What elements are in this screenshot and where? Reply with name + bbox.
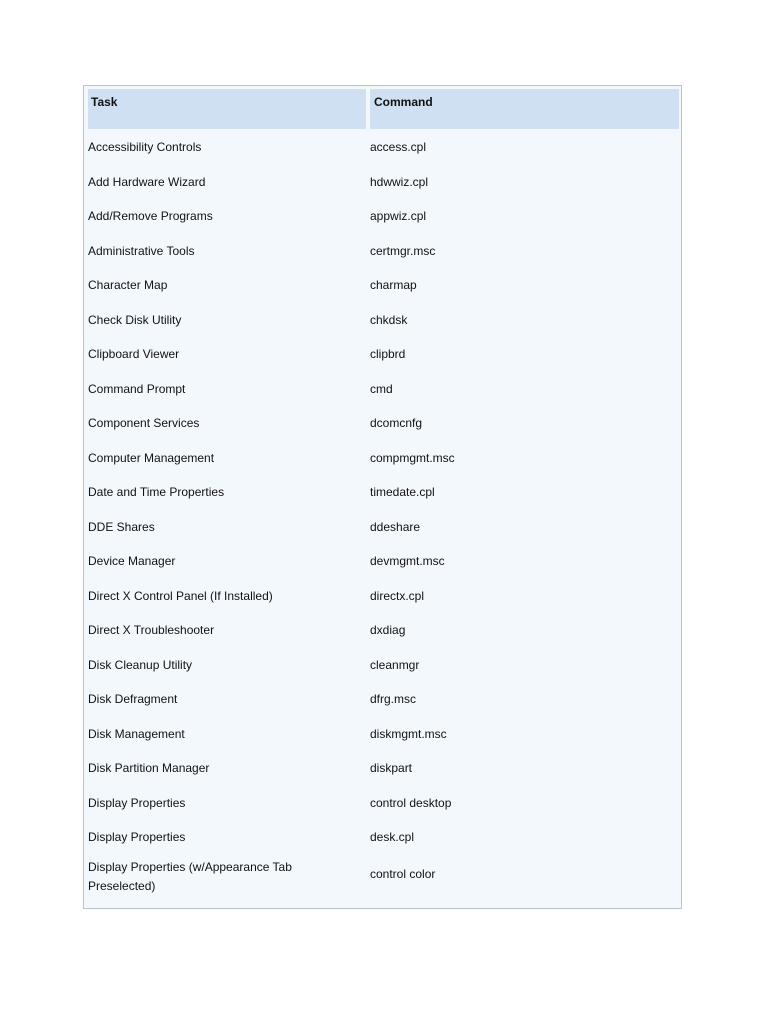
table-row (84, 382, 681, 417)
table-row (84, 727, 681, 762)
task-cell: Direct X Troubleshooter (88, 623, 215, 637)
table-row (84, 859, 681, 925)
command-cell: ddeshare (370, 519, 421, 534)
task-cell: Direct X Control Panel (If Installed) (88, 588, 273, 603)
command-cell: dfrg.msc (370, 692, 417, 706)
table-row (84, 244, 681, 279)
task-cell: Device Manager (88, 554, 176, 568)
table-row (84, 416, 681, 451)
task-column-header: Task (88, 89, 366, 129)
task-cell: Character Map (88, 278, 168, 292)
task-cell: Disk Partition Manager (88, 761, 210, 775)
table-header-row (88, 89, 679, 129)
task-cell: Display Properties (w/Appearance Tab Preselected) (88, 859, 292, 893)
command-cell: chkdsk (370, 312, 408, 327)
table-row (84, 761, 681, 796)
command-cell: charmap (370, 278, 417, 292)
task-cell: Disk Cleanup Utility (88, 657, 193, 672)
table-row (84, 140, 681, 175)
task-cell: Check Disk Utility (88, 312, 182, 327)
command-cell: cleanmgr (370, 657, 420, 672)
task-cell: Display Properties (88, 830, 186, 844)
table-row (84, 796, 681, 831)
table-row (84, 451, 681, 486)
table-row (84, 658, 681, 693)
command-cell: diskpart (370, 761, 413, 775)
table-body (84, 140, 681, 925)
table-row (84, 209, 681, 244)
task-cell: Disk Defragment (88, 692, 178, 706)
command-cell: control desktop (370, 795, 452, 810)
task-cell: Command Prompt (88, 381, 186, 396)
task-cell: Component Services (88, 416, 200, 430)
table-row (84, 347, 681, 382)
table-row (84, 278, 681, 313)
table-row (84, 554, 681, 589)
command-cell: diskmgmt.msc (370, 726, 447, 741)
table-row (84, 589, 681, 624)
table-row (84, 692, 681, 727)
command-cell: dcomcnfg (370, 416, 423, 430)
task-cell: Date and Time Properties (88, 485, 225, 499)
commands-table (83, 85, 682, 909)
task-cell: Add/Remove Programs (88, 209, 213, 223)
command-cell: hdwwiz.cpl (370, 174, 429, 189)
command-column-header: Command (370, 89, 679, 129)
table-row (84, 485, 681, 520)
command-cell: appwiz.cpl (370, 209, 427, 223)
command-cell: control color (370, 866, 436, 881)
command-cell: desk.cpl (370, 830, 415, 844)
task-cell: Disk Management (88, 726, 185, 741)
command-cell: compmgmt.msc (370, 450, 455, 465)
command-cell: dxdiag (370, 623, 406, 637)
command-cell: cmd (370, 381, 393, 396)
command-cell: access.cpl (370, 140, 427, 154)
task-cell: Add Hardware Wizard (88, 174, 206, 189)
command-cell: directx.cpl (370, 588, 425, 603)
task-cell: Display Properties (88, 795, 186, 810)
task-cell: Accessibility Controls (88, 140, 202, 154)
table-row (84, 175, 681, 210)
table-row (84, 313, 681, 348)
table-row (84, 520, 681, 555)
command-cell: clipbrd (370, 347, 406, 361)
task-cell: Computer Management (88, 450, 215, 465)
command-cell: certmgr.msc (370, 243, 436, 258)
table-row (84, 623, 681, 658)
command-cell: devmgmt.msc (370, 554, 445, 568)
task-cell: DDE Shares (88, 519, 155, 534)
command-cell: timedate.cpl (370, 485, 435, 499)
task-cell: Clipboard Viewer (88, 347, 180, 361)
task-cell: Administrative Tools (88, 243, 195, 258)
